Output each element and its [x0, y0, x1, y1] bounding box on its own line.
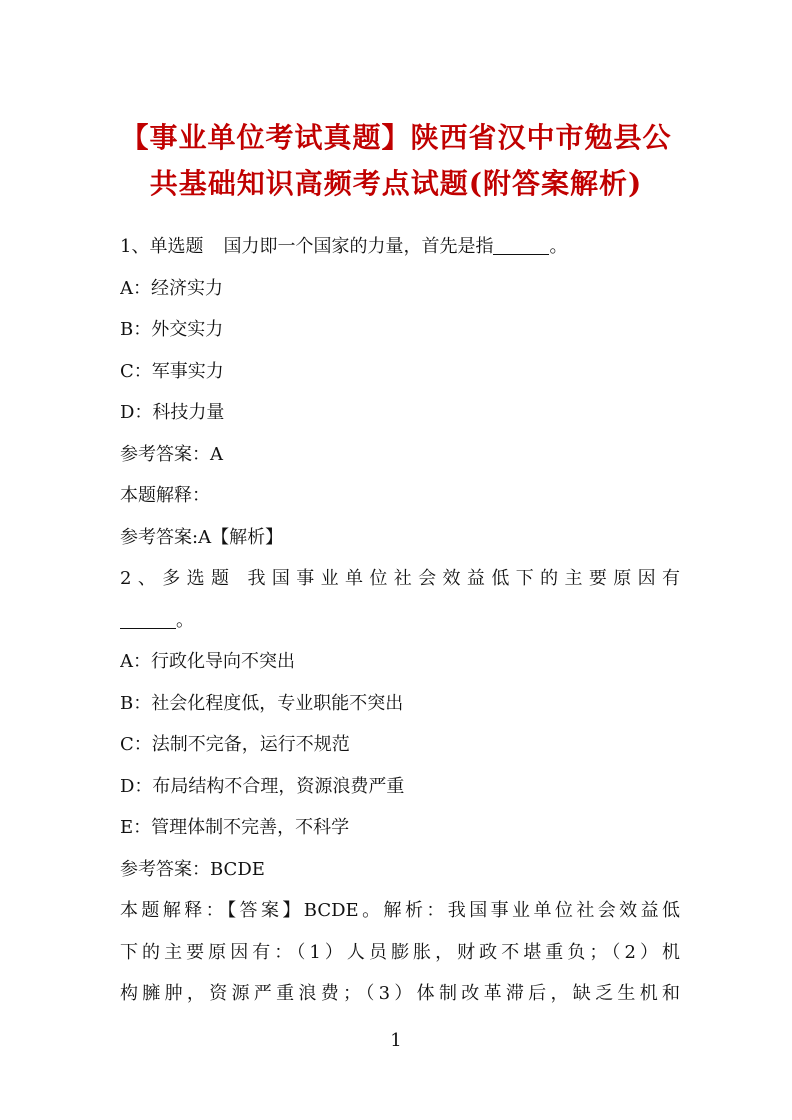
answer-blank [120, 627, 176, 629]
document-title [90, 115, 702, 207]
question-1-option-a: A：经济实力 [120, 277, 223, 299]
question-2-explain-line-3: 构臃肿，资源严重浪费；（3）体制改革滞后，缺乏生机和 [120, 983, 680, 1004]
question-1-option-c: C：军事实力 [120, 360, 224, 382]
question-1-explain-text: 参考答案:A【解析】 [120, 526, 284, 548]
question-2-stem-cont [120, 600, 680, 642]
question-2-option-e: E：管理体制不完善，不科学 [120, 817, 350, 838]
question-1-option-d: D：科技力量 [120, 402, 225, 423]
question-1-end: 。 [549, 236, 568, 257]
title-line-2: 共基础知识高频考点试题(附答案解析) [149, 167, 643, 200]
question-2-stem [120, 558, 680, 600]
page-number: 1 [390, 1030, 402, 1051]
question-2-option-c: C：法制不完备，运行不规范 [120, 734, 350, 755]
question-2-answer: 参考答案：BCDE [120, 858, 265, 880]
question-2-option-b: B：社会化程度低，专业职能不突出 [120, 692, 404, 714]
question-1-stem [120, 226, 680, 268]
title-line-1: 【事业单位考试真题】陕西省汉中市勉县公 [120, 121, 672, 154]
question-1-type: 1、单选题 [120, 236, 204, 257]
question-2-explain-line-2: 下的主要原因有：（1）人员膨胀，财政不堪重负；（2）机 [120, 941, 680, 963]
question-2-type: 2、多选题 [120, 568, 236, 589]
question-2-text: 我国事业单位社会效益低下的主要原因有 [247, 568, 680, 589]
question-1-option-b: B：外交实力 [120, 319, 224, 340]
question-2-explain-line-1: 本题解释：【答案】BCDE。解析：我国事业单位社会效益低 [120, 900, 680, 921]
document-body [120, 226, 680, 1015]
question-2-option-d: D：布局结构不合理，资源浪费严重 [120, 775, 405, 797]
answer-blank [493, 253, 549, 255]
question-2-option-a: A：行政化导向不突出 [120, 651, 295, 672]
question-1-text: 国力即一个国家的力量，首先是指 [223, 236, 494, 257]
question-1-answer: 参考答案：A [120, 443, 223, 465]
question-1-explain-label: 本题解释： [120, 485, 210, 506]
question-2-end: 。 [176, 609, 194, 631]
